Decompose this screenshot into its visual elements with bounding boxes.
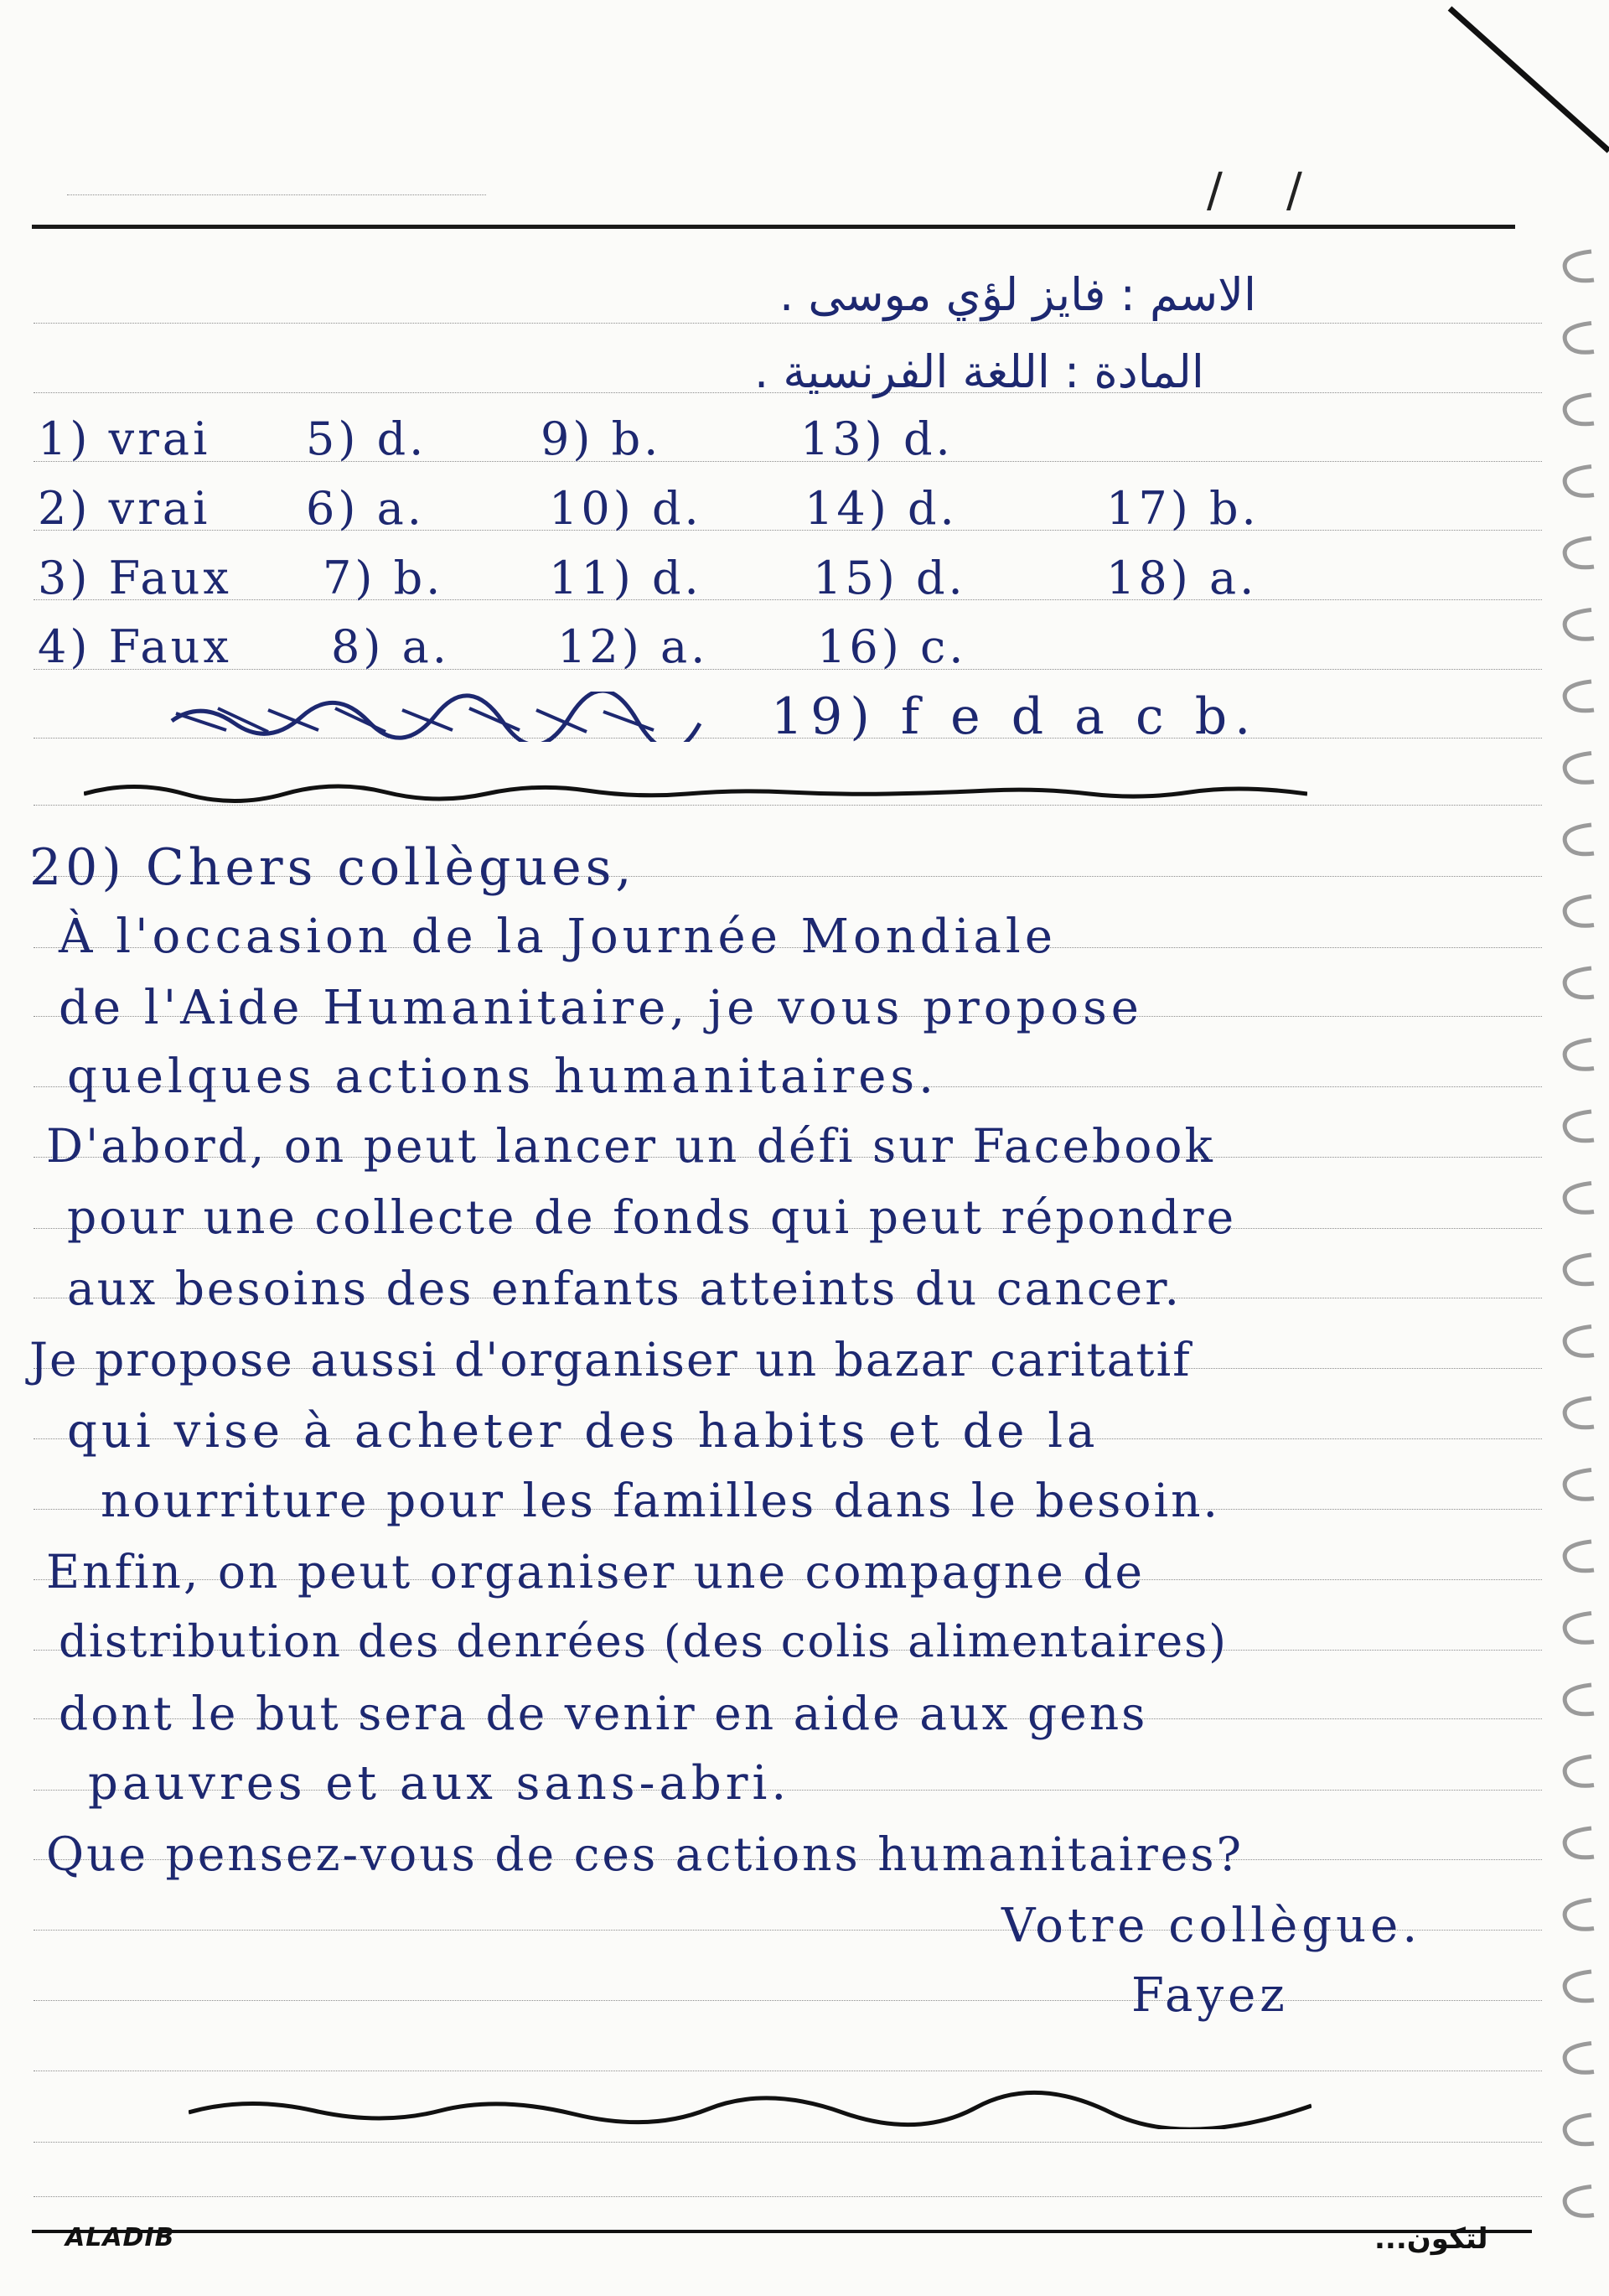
spiral-ring [1565, 1398, 1594, 1428]
spiral-ring [1565, 968, 1594, 998]
ruled-line [34, 2142, 1542, 2143]
spiral-ring [1565, 1614, 1594, 1643]
spiral-ring [1565, 1757, 1594, 1786]
letter-line: D'abord, on peut lancer un défi sur Facebook [46, 1119, 1215, 1173]
spiral-ring [1565, 610, 1594, 640]
spiral-ring [1565, 682, 1594, 711]
ruled-line [34, 461, 1542, 462]
spiral-ring [1565, 825, 1594, 854]
date-underline [67, 194, 486, 195]
ruled-line [34, 599, 1542, 600]
answer-item: 2) vrai [38, 482, 211, 535]
answer-item: 17) b. [1106, 482, 1260, 535]
letter-line: de l'Aide Humanitaire, je vous propose [59, 981, 1143, 1035]
spiral-ring [1565, 2044, 1594, 2073]
ruled-line [34, 2196, 1542, 2197]
letter-line: Je propose aussi d'organiser un bazar caritatif [29, 1333, 1192, 1386]
letter-line: Que pensez-vous de ces actions humanitaires? [46, 1827, 1244, 1881]
spiral-ring [1565, 1184, 1594, 1213]
answer-item: 15) d. [813, 552, 966, 604]
answer-item: 11) d. [549, 552, 702, 604]
answer-item: 9) b. [541, 412, 662, 465]
ruled-line [34, 669, 1542, 670]
date-slash-1: / [1207, 163, 1223, 218]
letter-line: 20) Chers collègues, [29, 838, 636, 897]
spiral-ring [1565, 538, 1594, 568]
spiral-ring [1565, 1685, 1594, 1714]
answer-item: 1) vrai [38, 412, 211, 465]
spiral-ring [1565, 1972, 1594, 2001]
answer-item: 14) d. [804, 482, 958, 535]
answer-item: 6) a. [306, 482, 425, 535]
wavy-divider [189, 2087, 1312, 2129]
crossed-out-scribble [168, 692, 704, 742]
ruled-line [34, 530, 1542, 531]
footer-rule [32, 2230, 1532, 2233]
letter-line: pour une collecte de fonds qui peut répondre [67, 1190, 1237, 1244]
ruled-line [34, 2000, 1542, 2001]
answer-item: 5) d. [306, 412, 427, 465]
letter-line: pauvres et aux sans-abri. [88, 1756, 791, 1811]
letter-line: Enfin, on peut organiser une compagne de [46, 1545, 1146, 1599]
spiral-ring [1565, 1327, 1594, 1356]
wavy-divider [84, 775, 1307, 809]
student-name-line: الاسم : فايز لؤي موسى . [779, 268, 1256, 321]
answer-item: 7) b. [323, 552, 444, 604]
spiral-ring [1565, 1542, 1594, 1571]
answer-item: 12) a. [557, 620, 709, 673]
answer-item: 3) Faux [38, 552, 232, 604]
folded-corner-graphic [1425, 0, 1609, 168]
answer-item: 19) f e d a c b. [771, 687, 1259, 746]
ruled-line [34, 323, 1542, 324]
spiral-ring [1565, 2115, 1594, 2144]
answer-item: 10) d. [549, 482, 702, 535]
answer-item: 18) a. [1106, 552, 1258, 604]
spiral-ring [1565, 467, 1594, 496]
spiral-ring [1565, 324, 1594, 353]
answer-item: 8) a. [331, 620, 450, 673]
date-slash-2: / [1286, 163, 1302, 218]
spiral-binding-graphic [1554, 235, 1604, 2263]
spiral-ring [1565, 1470, 1594, 1500]
subject-line: المادة : اللغة الفرنسية . [754, 345, 1204, 398]
letter-line: qui vise à acheter des habits et de la [67, 1404, 1099, 1459]
spiral-ring [1565, 1112, 1594, 1141]
letter-line: dont le but sera de venir en aide aux gens [59, 1687, 1148, 1740]
spiral-ring [1565, 1900, 1594, 1930]
spiral-ring [1565, 395, 1594, 424]
brand-tagline: لتكون... [1374, 2222, 1488, 2256]
spiral-ring [1565, 251, 1594, 281]
letter-closing: Votre collègue. [1001, 1899, 1422, 1953]
spiral-ring [1565, 754, 1594, 783]
spiral-ring [1565, 1828, 1594, 1858]
letter-line: nourriture pour les familles dans le besoin. [101, 1474, 1221, 1527]
answer-item: 16) c. [817, 620, 967, 673]
brand-logo: ALADIB [65, 2223, 175, 2252]
letter-line: quelques actions humanitaires. [67, 1050, 938, 1104]
spiral-ring [1565, 2187, 1594, 2216]
header-rule [32, 225, 1515, 229]
answer-item: 13) d. [800, 412, 954, 465]
answer-item: 4) Faux [38, 620, 232, 673]
letter-line: distribution des denrées (des colis alimentaires) [59, 1616, 1228, 1667]
letter-line: aux besoins des enfants atteints du cancer. [67, 1262, 1182, 1315]
spiral-ring [1565, 897, 1594, 926]
letter-line: À l'occasion de la Journée Mondiale [59, 910, 1057, 964]
spiral-ring [1565, 1255, 1594, 1284]
spiral-ring [1565, 1040, 1594, 1070]
letter-signature: Fayez [1131, 1968, 1289, 2023]
